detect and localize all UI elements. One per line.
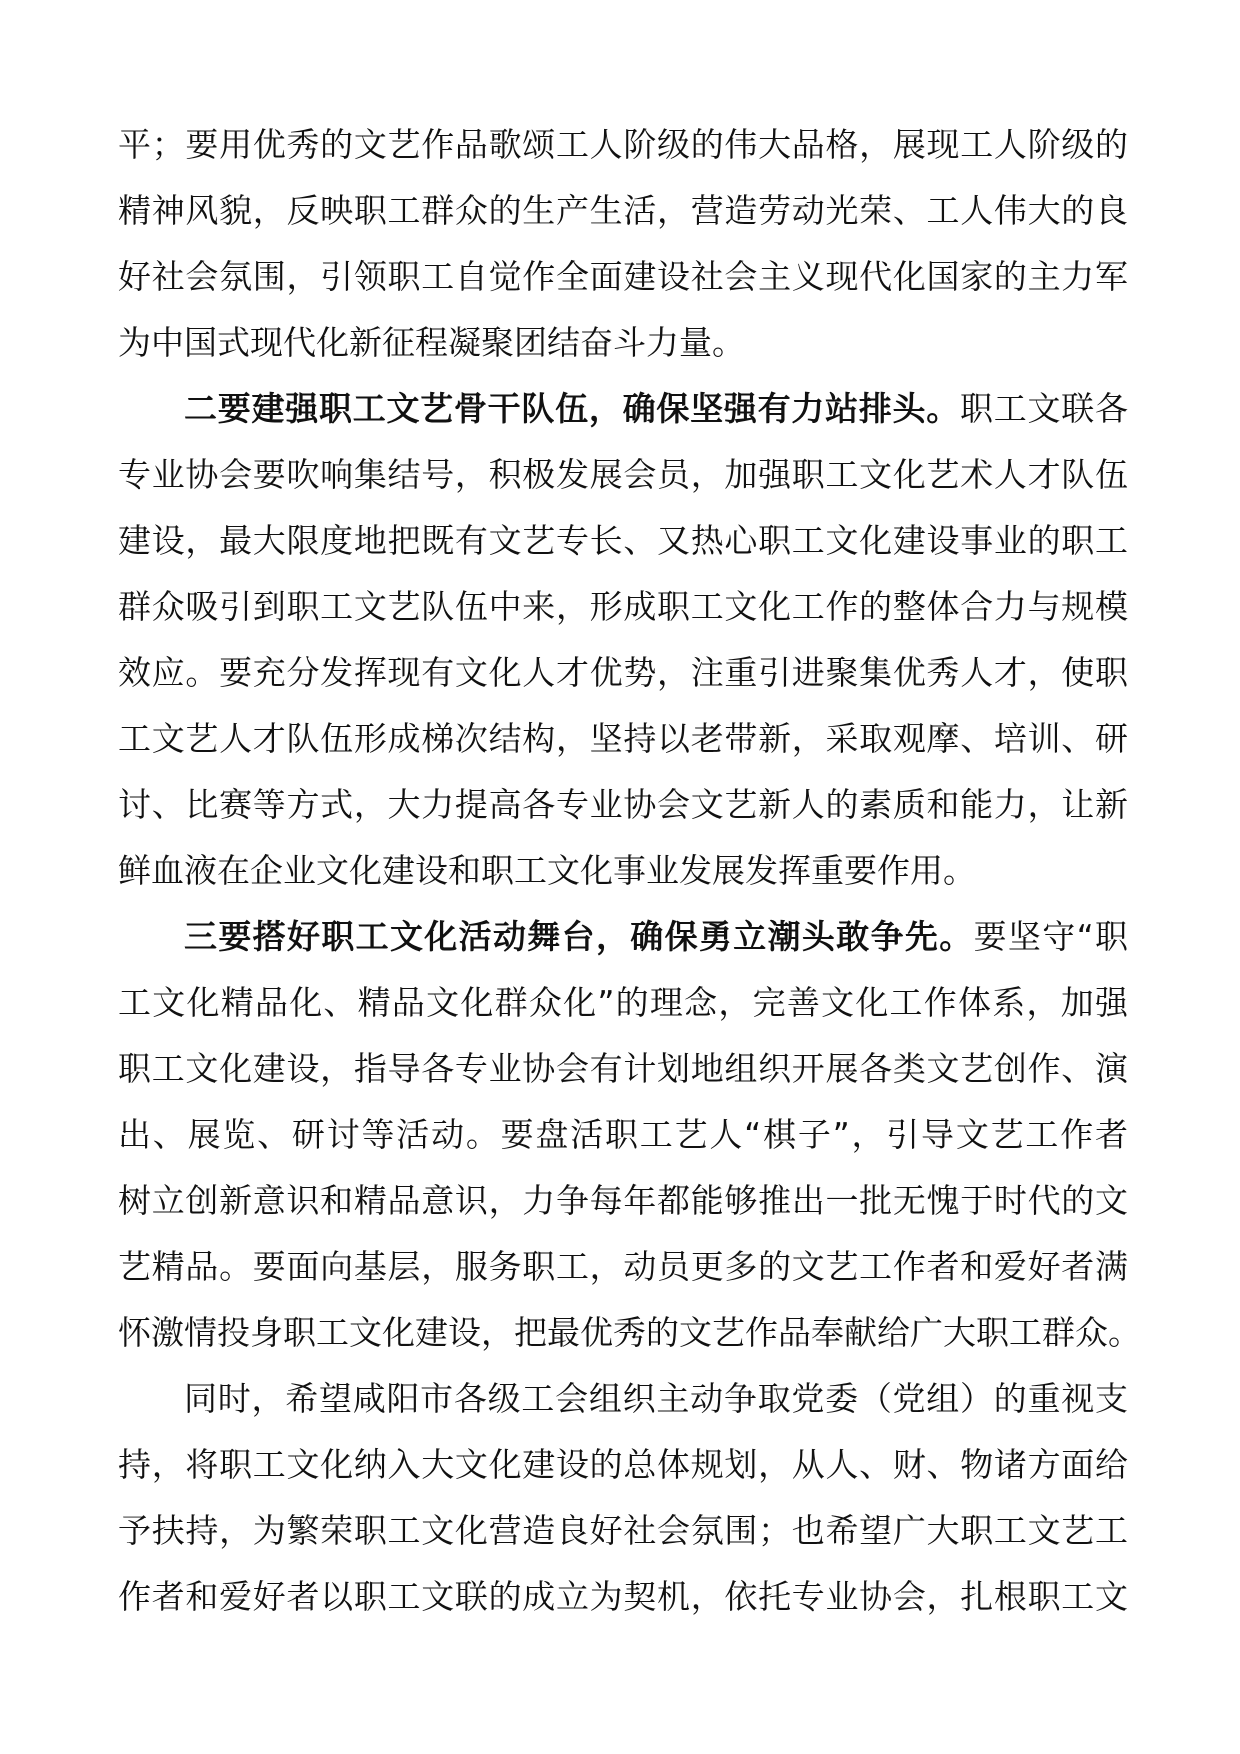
paragraph-line: 作者和爱好者以职工文联的成立为契机，依托专业协会，扎根职工文 [118, 1577, 1128, 1616]
paragraph-3 [118, 904, 1141, 1366]
paragraph-first-line: 同时，希望咸阳市各级工会组织主动争取党委（党组）的重视支 [184, 1379, 1128, 1418]
paragraph-line: 讨、比赛等方式，大力提高各专业协会文艺新人的素质和能力，让新 [118, 785, 1128, 824]
paragraph-line: 为中国式现代化新征程凝聚团结奋斗力量。 [118, 323, 745, 362]
paragraph-line: 平；要用优秀的文艺作品歌颂工人阶级的伟大品格，展现工人阶级的 [118, 125, 1128, 164]
paragraph-line: 建设，最大限度地把既有文艺专长、又热心职工文化建设事业的职工 [118, 521, 1128, 560]
paragraph-line: 专业协会要吹响集结号，积极发展会员，加强职工文化艺术人才队伍 [118, 455, 1128, 494]
paragraph-line: 树立创新意识和精品意识，力争每年都能够推出一批无愧于时代的文 [118, 1181, 1128, 1220]
paragraph-line: 好社会氛围，引领职工自觉作全面建设社会主义现代化国家的主力军 [118, 257, 1128, 296]
paragraph-line: 群众吸引到职工文艺队伍中来，形成职工文化工作的整体合力与规模 [118, 587, 1128, 626]
paragraph-line: 工文化精品化、精品文化群众化”的理念，完善文化工作体系，加强 [118, 983, 1128, 1022]
paragraph-heading: 二要建强职工文艺骨干队伍，确保坚强有力站排头。 [184, 389, 961, 428]
paragraph-text: 要坚守“职 [973, 917, 1128, 956]
paragraph-line: 效应。要充分发挥现有文化人才优势，注重引进聚集优秀人才，使职 [118, 653, 1128, 692]
paragraph-2 [118, 376, 1128, 904]
paragraph-heading: 三要搭好职工文化活动舞台，确保勇立潮头敢争先。 [184, 917, 974, 956]
paragraph-line: 予扶持，为繁荣职工文化营造良好社会氛围；也希望广大职工文艺工 [118, 1511, 1128, 1550]
paragraph-first-line [118, 904, 1128, 970]
paragraph-text: 职工文联各 [960, 389, 1129, 428]
paragraph-line: 持，将职工文化纳入大文化建设的总体规划，从人、财、物诸方面给 [118, 1445, 1128, 1484]
paragraph-4 [118, 1366, 1128, 1630]
paragraph-line: 精神风貌，反映职工群众的生产生活，营造劳动光荣、工人伟大的良 [118, 191, 1128, 230]
paragraph-line: 鲜血液在企业文化建设和职工文化事业发展发挥重要作用。 [118, 851, 976, 890]
paragraph-first-line [118, 376, 1128, 442]
paragraph-line: 工文艺人才队伍形成梯次结构，坚持以老带新，采取观摩、培训、研 [118, 719, 1128, 758]
paragraph-line: 艺精品。要面向基层，服务职工，动员更多的文艺工作者和爱好者满 [118, 1247, 1128, 1286]
paragraph-line: 怀激情投身职工文化建设，把最优秀的文艺作品奉献给广大职工群众。 [118, 1313, 1141, 1352]
paragraph-line: 出、展览、研讨等活动。要盘活职工艺人“棋子”，引导文艺工作者 [118, 1115, 1128, 1154]
document-body [118, 112, 1141, 1630]
paragraph-1 [118, 112, 1128, 376]
paragraph-line: 职工文化建设，指导各专业协会有计划地组织开展各类文艺创作、演 [118, 1049, 1128, 1088]
